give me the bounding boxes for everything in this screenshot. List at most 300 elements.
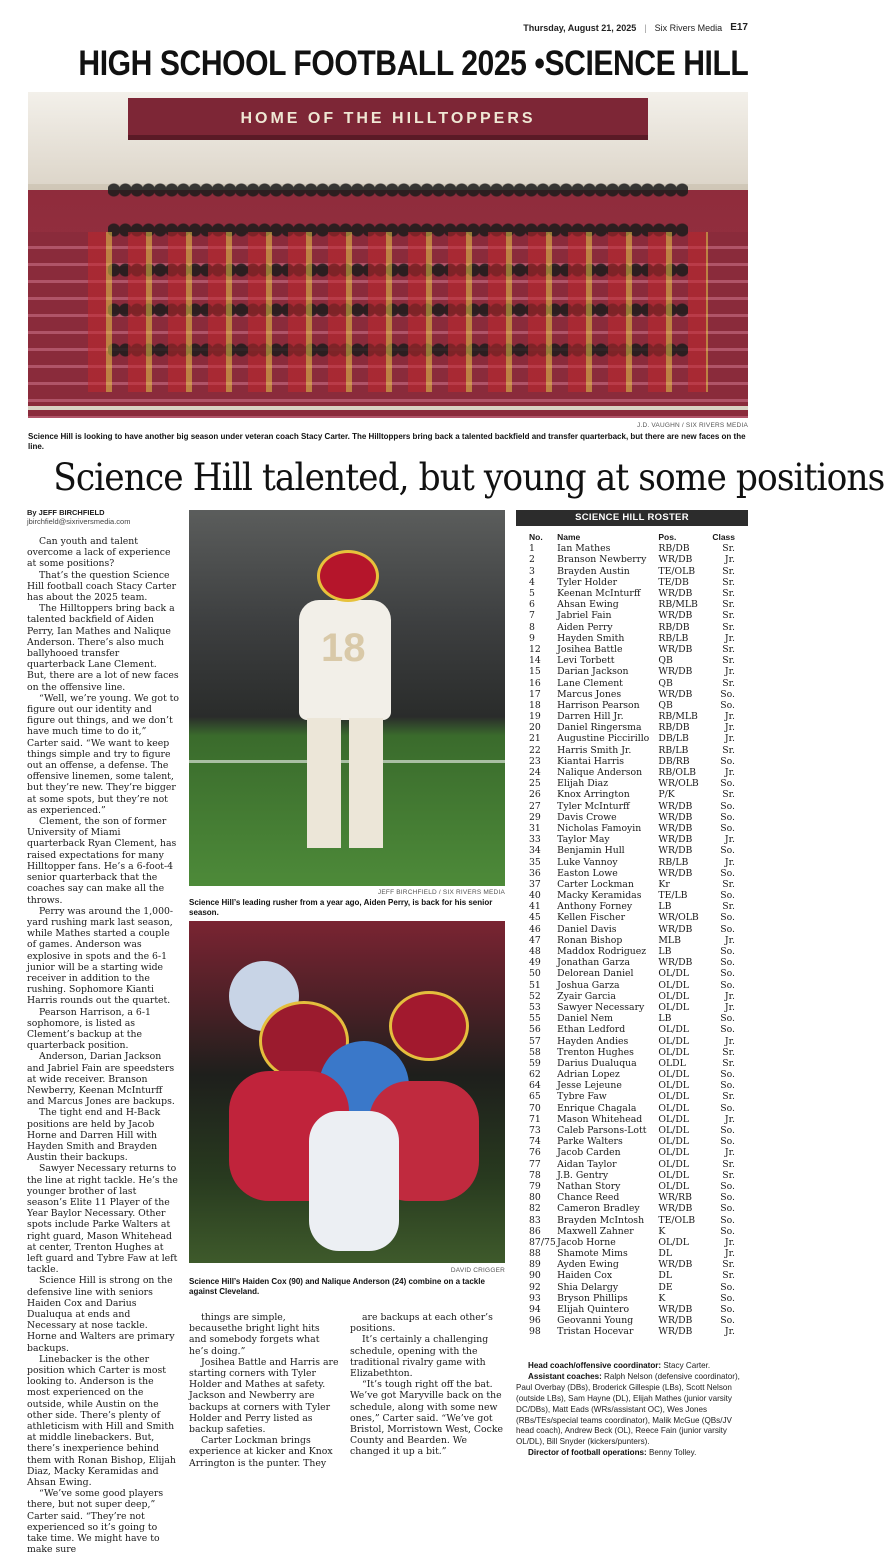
roster-name: Haiden Cox: [557, 1270, 613, 1282]
roster-position: RB/LB: [658, 856, 689, 868]
roster-number: 82: [529, 1203, 541, 1215]
roster-position: OL/DL: [658, 1147, 689, 1159]
roster-row: [516, 801, 748, 812]
roster-number: 15: [529, 666, 541, 678]
roster-number: 1: [529, 543, 535, 555]
column-header-class: Class: [712, 532, 735, 543]
roster-name: Aidan Taylor: [557, 1158, 617, 1170]
roster-row: [516, 588, 748, 599]
roster-row: [516, 1293, 748, 1304]
roster-position: WR/DB: [658, 957, 693, 969]
head-coach-value: Stacy Carter.: [663, 1361, 711, 1370]
roster-number: 96: [529, 1315, 541, 1327]
roster-number: 62: [529, 1069, 541, 1081]
roster-row: [516, 778, 748, 789]
roster-position: OL/DL: [658, 979, 689, 991]
director-value: Benny Tolley.: [648, 1448, 697, 1458]
roster-number: 64: [529, 1080, 541, 1092]
article-paragraph: Can youth and talent overcome a lack of experience at some positions?: [27, 536, 171, 570]
roster-row: [516, 644, 748, 655]
roster-number: 37: [529, 878, 541, 890]
roster-row: [516, 946, 748, 957]
page-number: E17: [730, 22, 748, 33]
roster-number: 35: [529, 856, 541, 868]
roster-number: 87/75: [529, 1236, 556, 1248]
roster-row: [516, 543, 748, 554]
roster-position: WR/DB: [658, 588, 693, 600]
roster-position: WR/DB: [658, 1203, 693, 1215]
roster-class: So.: [720, 1225, 735, 1237]
roster-number: 92: [529, 1281, 541, 1293]
roster-row: [516, 767, 748, 778]
tackle-photo-caption: Science Hill’s Haiden Cox (90) and Nalique Anderson (24) combine on a tackle against Cleveland.: [189, 1277, 485, 1296]
roster-class: So.: [720, 867, 735, 879]
article-paragraph: Science Hill is strong on the defensive line with seniors Haiden Cox and Darius Dualuqua at ends and Necessary at nose tackle. Horne and Walters are primary backups.: [27, 1275, 175, 1354]
roster-name: Levi Torbett: [557, 655, 615, 667]
roster-name: Nathan Story: [557, 1180, 621, 1192]
roster-name: Geovanni Young: [557, 1315, 634, 1327]
roster-row: [516, 1282, 748, 1293]
roster-class: So.: [720, 912, 735, 924]
roster-name: Aiden Perry: [557, 621, 613, 633]
roster-row: [516, 1203, 748, 1214]
article-paragraph: The tight end and H-Back positions are held by Jacob Horne and Darren Hill with Hayden Smith and Brayden Austin their backups.: [27, 1107, 161, 1164]
roster-number: 27: [529, 800, 541, 812]
roster-class: So.: [720, 1281, 735, 1293]
article-paragraph: The Hilltoppers bring back a talented backfield of Aiden Perry, Ian Mathes and Nalique Anderson. There’s also much ballyhooed transfer quarterback Lane Clement. But, there are a lot of new faces on the offensive line.: [27, 603, 179, 693]
roster-class: Jr.: [724, 1147, 735, 1159]
roster-class: So.: [720, 1125, 735, 1137]
article-paragraph: Perry was around the 1,000-yard rushing mark last season, while Mathes started a couple of games. Anderson was explosive in spots and the 6-1 junior will be a starting wide receiver in addition to the rushing. Sophomore Kianti Harris rounds out the quartet.: [27, 905, 174, 1007]
roster-row: [516, 879, 748, 890]
roster-position: DB/LB: [658, 733, 689, 745]
roster-class: Sr.: [722, 588, 735, 600]
tackle-photo: [189, 921, 505, 1263]
roster-number: 73: [529, 1125, 541, 1137]
roster-name: Easton Lowe: [557, 867, 618, 879]
roster-row: [516, 1103, 748, 1114]
roster-name: Ronan Bishop: [557, 934, 623, 946]
roster-class: Jr.: [724, 856, 735, 868]
roster-row: [516, 834, 748, 845]
director-line: [516, 1448, 748, 1459]
roster-row: [516, 622, 748, 633]
roster-number: 19: [529, 711, 541, 723]
roster-name: Daniel Davis: [557, 923, 617, 935]
roster-row: [516, 991, 748, 1002]
author-email: jbirchfield@sixriversmedia.com: [27, 517, 131, 526]
roster-class: Jr.: [724, 1248, 735, 1260]
roster-class: So.: [720, 957, 735, 969]
roster-name: Jacob Horne: [557, 1236, 616, 1248]
roster-header-row: [516, 532, 748, 543]
roster-row: [516, 856, 748, 867]
team-photo-credit: J.D. VAUGHN / SIX RIVERS MEDIA: [637, 422, 748, 429]
roster-class: Sr.: [722, 1046, 735, 1058]
roster-position: WR/DB: [658, 643, 693, 655]
roster-position: WR/DB: [658, 1259, 693, 1271]
tackle-photo-credit: DAVID CRIGGER: [450, 1267, 505, 1274]
roster-position: OL/DL: [658, 1113, 689, 1125]
roster-name: Sawyer Necessary: [557, 1001, 645, 1013]
roster-class: Sr.: [722, 576, 735, 588]
roster-number: 18: [529, 699, 541, 711]
roster-name: Adrian Lopez: [557, 1069, 620, 1081]
roster-name: Marcus Jones: [557, 688, 622, 700]
article-column-3: [350, 1312, 505, 1458]
roster-number: 24: [529, 767, 541, 779]
roster-position: OL/DL: [658, 1001, 689, 1013]
roster-name: Daniel Ringersma: [557, 722, 642, 734]
roster-name: Enrique Chagala: [557, 1102, 637, 1114]
coaching-staff: [516, 1361, 748, 1459]
article-paragraph: Carter Lockman brings experience at kicker and Knox Arrington is the punter. They: [189, 1435, 333, 1469]
article-headline: Science Hill talented, but young at some positions: [53, 456, 884, 499]
roster-row: [516, 566, 748, 577]
helmet: [317, 550, 379, 602]
roster-number: 5: [529, 588, 535, 600]
roster-class: Jr.: [724, 1236, 735, 1248]
roster-position: RB/DB: [658, 543, 690, 555]
roster-position: MLB: [658, 934, 681, 946]
roster-class: So.: [720, 923, 735, 935]
article-paragraph: Josihea Battle and Harris are starting corners with Tyler Holder and Mathes at safety. Jackson and Newberry are backups at corners with Tyler Holder and Perry listed as backup safeties.: [189, 1356, 339, 1436]
roster-class: Jr.: [724, 1326, 735, 1338]
column-header-position: Pos.: [658, 532, 677, 543]
roster-number: 29: [529, 811, 541, 823]
roster-class: Jr.: [724, 1001, 735, 1013]
roster-class: So.: [720, 811, 735, 823]
roster-number: 77: [529, 1158, 541, 1170]
roster-number: 49: [529, 957, 541, 969]
roster-class: Sr.: [722, 677, 735, 689]
roster-number: 26: [529, 789, 541, 801]
team-photo-caption: Science Hill is looking to have another big season under veteran coach Stacy Carter. The Hilltoppers bring back a talented backfield and transfer quarterback, but there are new faces on the line.: [28, 432, 746, 451]
roster-name: Zyair Garcia: [557, 990, 616, 1002]
roster-name: Darius Dualuqua: [557, 1057, 637, 1069]
roster-class: So.: [720, 1192, 735, 1204]
roster-number: 76: [529, 1147, 541, 1159]
roster-number: 22: [529, 744, 541, 756]
roster-number: 21: [529, 733, 541, 745]
roster-row: [516, 890, 748, 901]
roster-row: [516, 610, 748, 621]
roster-number: 25: [529, 778, 541, 790]
press-box: [128, 98, 648, 140]
article-paragraph: Pearson Harrison, a 6-1 sophomore, is listed as Clement’s backup at the quarterback position.: [27, 1006, 151, 1052]
roster-name: Brayden McIntosh: [557, 1214, 645, 1226]
roster-position: TE/OLB: [658, 565, 696, 577]
roster-number: 94: [529, 1304, 541, 1316]
roster-number: 59: [529, 1057, 541, 1069]
roster-number: 53: [529, 1001, 541, 1013]
roster-class: Jr.: [724, 767, 735, 779]
roster-row: [516, 957, 748, 968]
author-name: By JEFF BIRCHFIELD: [27, 508, 105, 517]
roster-name: Ahsan Ewing: [557, 599, 619, 611]
roster-number: 79: [529, 1180, 541, 1192]
roster-number: 65: [529, 1091, 541, 1103]
roster-position: TE/DB: [658, 576, 689, 588]
roster-number: 50: [529, 968, 541, 980]
runner-photo-credit: JEFF BIRCHFIELD / SIX RIVERS MEDIA: [377, 889, 505, 896]
roster-number: 71: [529, 1113, 541, 1125]
roster-position: DE: [658, 1281, 673, 1293]
article-paragraph: Sawyer Necessary returns to the line at right tackle. He’s the younger brother of last season’s Elite 11 Player of the Year Baylor Necessary. Other spots include Parke Walters at right guard, Mason Whitehead at center, Trenton Hughes at left guard and Tybre Faw at left tackle.: [27, 1163, 178, 1276]
roster-position: RB/OLB: [658, 767, 696, 779]
roster-class: So.: [720, 890, 735, 902]
roster-position: RB/LB: [658, 744, 689, 756]
roster-position: QB: [658, 655, 673, 667]
roster-name: J.B. Gentry: [557, 1169, 609, 1181]
roster-body: [516, 543, 748, 1337]
roster-position: TE/OLB: [658, 1214, 696, 1226]
roster-class: So.: [720, 968, 735, 980]
roster-position: WR/OLB: [658, 912, 699, 924]
roster-position: WR/DB: [658, 834, 693, 846]
roster-row: [516, 1237, 748, 1248]
roster-row: [516, 599, 748, 610]
roster-position: LB: [658, 946, 672, 958]
roster-number: 33: [529, 834, 541, 846]
roster-class: Sr.: [722, 744, 735, 756]
roster-class: So.: [720, 688, 735, 700]
roster-position: OL/DL: [658, 968, 689, 980]
roster-position: OL/DL: [658, 1035, 689, 1047]
roster-number: 86: [529, 1225, 541, 1237]
column-header-name: Name: [557, 532, 581, 543]
roster-position: WR/DB: [658, 1315, 693, 1327]
assistants-line: [516, 1372, 748, 1448]
roster-number: 46: [529, 923, 541, 935]
roster-row: [516, 1035, 748, 1046]
roster-number: 14: [529, 655, 541, 667]
roster-position: WR/DB: [658, 867, 693, 879]
roster-row: [516, 1058, 748, 1069]
opponent-body: [309, 1111, 399, 1251]
roster-number: 51: [529, 979, 541, 991]
roster-row: [516, 1304, 748, 1315]
roster-row: [516, 868, 748, 879]
roster-position: LB: [658, 1013, 672, 1025]
section-banner: HIGH SCHOOL FOOTBALL 2025 •SCIENCE HILL: [78, 44, 749, 83]
runner-photo: [189, 510, 505, 886]
roster-class: So.: [720, 845, 735, 857]
roster-number: 36: [529, 867, 541, 879]
roster-class: Jr.: [724, 632, 735, 644]
roster-row: [516, 823, 748, 834]
roster-class: Jr.: [724, 1035, 735, 1047]
roster-number: 20: [529, 722, 541, 734]
article-paragraph: That’s the question Science Hill football coach Stacy Carter has about the 2025 team.: [27, 569, 177, 604]
roster-position: OL/DL: [658, 1080, 689, 1092]
roster-position: OLDL: [658, 1057, 686, 1069]
roster-position: OL/DL: [658, 990, 689, 1002]
roster-class: Sr.: [722, 1057, 735, 1069]
roster-row: [516, 1047, 748, 1058]
runner-photo-caption: Science Hill’s leading rusher from a year ago, Aiden Perry, is back for his senior season.: [189, 898, 493, 917]
roster-class: So.: [720, 1203, 735, 1215]
roster-position: DL: [658, 1248, 673, 1260]
roster-name: Tristan Hocevar: [557, 1326, 634, 1338]
roster-position: OL/DL: [658, 1169, 689, 1181]
roster-position: WR/DB: [658, 800, 693, 812]
page-header: [523, 22, 748, 33]
roster-name: Delorean Daniel: [557, 968, 634, 980]
roster-row: [516, 1125, 748, 1136]
roster-position: TE/LB: [658, 890, 688, 902]
roster-class: So.: [720, 1069, 735, 1081]
header-separator: |: [644, 22, 647, 33]
roster-class: Sr.: [722, 621, 735, 633]
roster-name: Jacob Carden: [557, 1147, 621, 1159]
press-box-sign: HOME OF THE HILLTOPPERS: [240, 110, 536, 127]
roster-number: 89: [529, 1259, 541, 1271]
roster-row: [516, 1270, 748, 1281]
column-header-number: No.: [529, 532, 543, 543]
roster-name: Harris Smith Jr.: [557, 744, 632, 756]
roster-row: [516, 901, 748, 912]
roster-name: Chance Reed: [557, 1192, 620, 1204]
roster-number: 45: [529, 912, 541, 924]
roster-number: 74: [529, 1136, 541, 1148]
roster-position: QB: [658, 677, 673, 689]
roster-position: DB/RB: [658, 755, 690, 767]
roster-row: [516, 924, 748, 935]
roster-row: [516, 1192, 748, 1203]
roster-row: [516, 1147, 748, 1158]
roster-row: [516, 1214, 748, 1225]
article-column-2: [189, 1312, 339, 1469]
roster-position: OL/DL: [658, 1236, 689, 1248]
roster-position: WR/DB: [658, 923, 693, 935]
publication-name: Six Rivers Media: [654, 22, 723, 33]
roster-class: Sr.: [722, 878, 735, 890]
railing: [28, 406, 748, 410]
players-rows: [88, 232, 708, 392]
roster-position: OL/DL: [658, 1091, 689, 1103]
roster-row: [516, 722, 748, 733]
roster-position: RB/MLB: [658, 599, 698, 611]
article-paragraph: Linebacker is the other position which Carter is most looking to. Anderson is the most experienced on the outside, while Austin on the other side. There’s plenty of athleticism with Hill and Smith at middle linebackers. But, there’s inexperience behind them with Ronan Bishop, Elijah Diaz, Macky Keramidas and Ahsan Ewing.: [27, 1353, 176, 1489]
article-paragraph: It’s certainly a challenging schedule, opening with the traditional rivalry game with Elizabethton.: [350, 1334, 489, 1380]
jersey: [299, 600, 391, 720]
roster-class: Jr.: [724, 733, 735, 745]
roster-name: Tyler McInturff: [557, 800, 630, 812]
article-paragraph: Clement, the son of former University of Miami quarterback Ryan Clement, has raised expectations for many Hilltopper fans. He’s a 6-foot-4 senior quarterback that the coaches say can make all the throws.: [27, 816, 177, 906]
director-label: Director of football operations:: [528, 1448, 647, 1458]
roster-name: Augustine Piccirillo: [557, 733, 650, 745]
roster-name: Joshua Garza: [557, 979, 620, 991]
roster-row: [516, 1259, 748, 1270]
roster-name: Nicholas Famoyin: [557, 822, 642, 834]
roster-name: Ayden Ewing: [557, 1259, 619, 1271]
roster-position: K: [658, 1225, 666, 1237]
roster-row: [516, 1069, 748, 1080]
roster-name: Shamote Mims: [557, 1248, 628, 1260]
roster-name: Macky Keramidas: [557, 890, 642, 902]
article-paragraph: are backups at each other’s positions.: [350, 1312, 493, 1335]
roster-number: 3: [529, 565, 535, 577]
roster-row: [516, 689, 748, 700]
roster-name: Brayden Austin: [557, 565, 630, 577]
roster-class: Sr.: [722, 1259, 735, 1271]
roster-number: 93: [529, 1292, 541, 1304]
roster-position: RB/MLB: [658, 711, 698, 723]
roster-class: So.: [720, 1136, 735, 1148]
roster-name: Jesse Lejeune: [557, 1080, 622, 1092]
roster-position: DL: [658, 1270, 673, 1282]
roster-class: So.: [720, 1102, 735, 1114]
roster-position: WR/DB: [658, 1304, 693, 1316]
roster-number: 16: [529, 677, 541, 689]
article-paragraph: “We’ve some good players there, but not super deep,” Carter said. “They’re not experienced so it’s going to take time. We might have to make sure: [27, 1488, 164, 1555]
roster-class: So.: [720, 778, 735, 790]
roster-class: Jr.: [724, 934, 735, 946]
roster-position: LB: [658, 901, 672, 913]
roster-row: [516, 968, 748, 979]
assistants-label: Assistant coaches:: [528, 1371, 602, 1381]
roster-number: 6: [529, 599, 535, 611]
roster-name: Trenton Hughes: [557, 1046, 634, 1058]
roster-position: OL/DL: [658, 1069, 689, 1081]
article-paragraph: things are simple, becausethe bright light hits and somebody forgets what he’s doing.”: [189, 1312, 320, 1357]
roster-position: P/K: [658, 789, 675, 801]
roster-class: So.: [720, 1304, 735, 1316]
roster-class: So.: [720, 1292, 735, 1304]
roster-name: Hayden Smith: [557, 632, 625, 644]
roster-row: [516, 1170, 748, 1181]
roster-position: OL/DL: [658, 1024, 689, 1036]
roster-row: [516, 633, 748, 644]
roster-name: Benjamin Hull: [557, 845, 625, 857]
roster-number: 4: [529, 576, 535, 588]
roster-row: [516, 666, 748, 677]
roster-number: 8: [529, 621, 535, 633]
assistants-value: Ralph Nelson (defensive coordinator), Paul Overbay (DBs), Broderick Gillespie (LBs), Scott Nelson (outside LBs), Sam Hayne (DL), Elijah Mathes (junior varsity DC/DBs), Matt Eads (WRs/assistant OC), Wes Jones (RBs/TEs/special teams coordinator), Malik McGue (QBs/JV head coach), Andrew Beck (OL), Reece Fain (junior varsity OL/DL), Bill Snyder (kickers/punters).: [516, 1371, 740, 1447]
roster-row: [516, 1013, 748, 1024]
player-24-helmet: [389, 991, 469, 1061]
roster-name: Carter Lockman: [557, 878, 634, 890]
roster-row: [516, 1226, 748, 1237]
roster-name: Tybre Faw: [557, 1091, 607, 1103]
roster-class: Sr.: [722, 599, 735, 611]
roster-class: Jr.: [724, 666, 735, 678]
roster-number: 12: [529, 643, 541, 655]
roster-name: Ethan Ledford: [557, 1024, 626, 1036]
roster-position: WR/DB: [658, 688, 693, 700]
roster-row: [516, 554, 748, 565]
roster-name: Mason Whitehead: [557, 1113, 643, 1125]
roster-row: [516, 745, 748, 756]
roster-position: OL/DL: [658, 1136, 689, 1148]
article-paragraph: “It’s tough right off the bat. We’ve got Maryville back on the schedule, along with some new ones,” Carter said. “We’ve got Bristol, Morristown West, Cocke County and Bearden. We changed it up a bit.”: [350, 1379, 503, 1458]
roster-position: OL/DL: [658, 1125, 689, 1137]
ball-carrier: [289, 550, 399, 850]
roster-class: So.: [720, 822, 735, 834]
roster-number: 58: [529, 1046, 541, 1058]
roster-name: Keenan McInturff: [557, 588, 641, 600]
team-photo: [28, 92, 748, 418]
roster-row: [516, 1159, 748, 1170]
roster-row: [516, 700, 748, 711]
roster-class: Sr.: [722, 1158, 735, 1170]
head-coach-label: Head coach/offensive coordinator:: [528, 1361, 662, 1370]
roster-name: Shia Delargy: [557, 1281, 619, 1293]
roster-number: 47: [529, 934, 541, 946]
roster-class: So.: [720, 1315, 735, 1327]
roster-row: [516, 912, 748, 923]
